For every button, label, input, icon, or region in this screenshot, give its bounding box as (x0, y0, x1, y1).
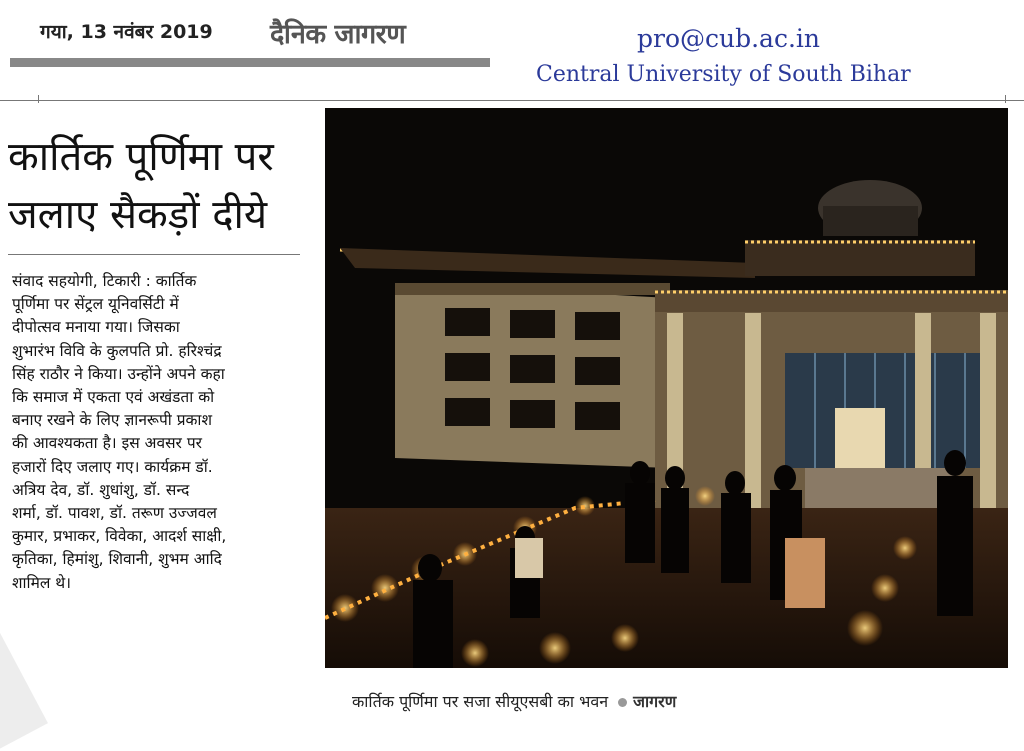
rule-tick (1005, 95, 1006, 103)
body-line: सिंह राठौर ने किया। उन्होंने अपने कहा (12, 364, 225, 383)
body-line: पूर्णिमा पर सेंट्रल यूनिवर्सिटी में (12, 295, 179, 314)
body-line: कृतिका, हिमांशु, शिवानी, शुभम आदि (12, 550, 222, 569)
photo-caption (352, 690, 676, 712)
caption-text: कार्तिक पूर्णिमा पर सजा सीयूएसबी का भवन (352, 692, 609, 711)
rule-tick (38, 95, 39, 103)
news-photo (325, 108, 1008, 668)
headline-rule (8, 254, 300, 255)
university-name: Central University of South Bihar (536, 62, 911, 87)
header-rule (10, 58, 490, 67)
left-windows (445, 308, 620, 430)
body-line: की आवश्यकता है। इस अवसर पर (12, 434, 202, 453)
body-line: कि समाज में एकता एवं अखंडता को (12, 388, 215, 407)
body-line: अत्रिय देव, डॉ. शुधांशु, डॉ. सन्द (12, 480, 190, 499)
night-building-illustration (325, 108, 1008, 668)
article-body (12, 270, 308, 595)
page-top-rule (0, 100, 1024, 101)
contact-email: pro@cub.ac.in (637, 24, 821, 53)
newspaper-name: दैनिक जागरण (270, 19, 406, 50)
body-line: दीपोत्सव मनाया गया। जिसका (12, 318, 180, 337)
headline-line: जलाए सैकड़ों दीये (8, 192, 268, 238)
body-line: शर्मा, डॉ. पावश, डॉ. तरूण उज्जवल (12, 504, 217, 523)
dateline: गया, 13 नवंबर 2019 (40, 21, 213, 43)
body-line: हजारों दिए जलाए गए। कार्यक्रम डॉ. (12, 457, 213, 476)
body-line: शामिल थे। (12, 573, 72, 592)
headline-line: कार्तिक पूर्णिमा पर (8, 134, 274, 180)
body-line: बनाए रखने के लिए ज्ञानरूपी प्रकाश (12, 411, 212, 430)
body-line: शुभारंभ विवि के कुलपति प्रो. हरिश्चंद्र (12, 341, 222, 360)
body-line: कुमार, प्रभाकर, विवेका, आदर्श साक्षी, (12, 527, 227, 546)
bullet-icon (618, 698, 627, 707)
photo-credit: जागरण (633, 692, 677, 711)
body-line: संवाद सहयोगी, टिकारी : कार्तिक (12, 272, 197, 290)
headline (8, 128, 308, 244)
